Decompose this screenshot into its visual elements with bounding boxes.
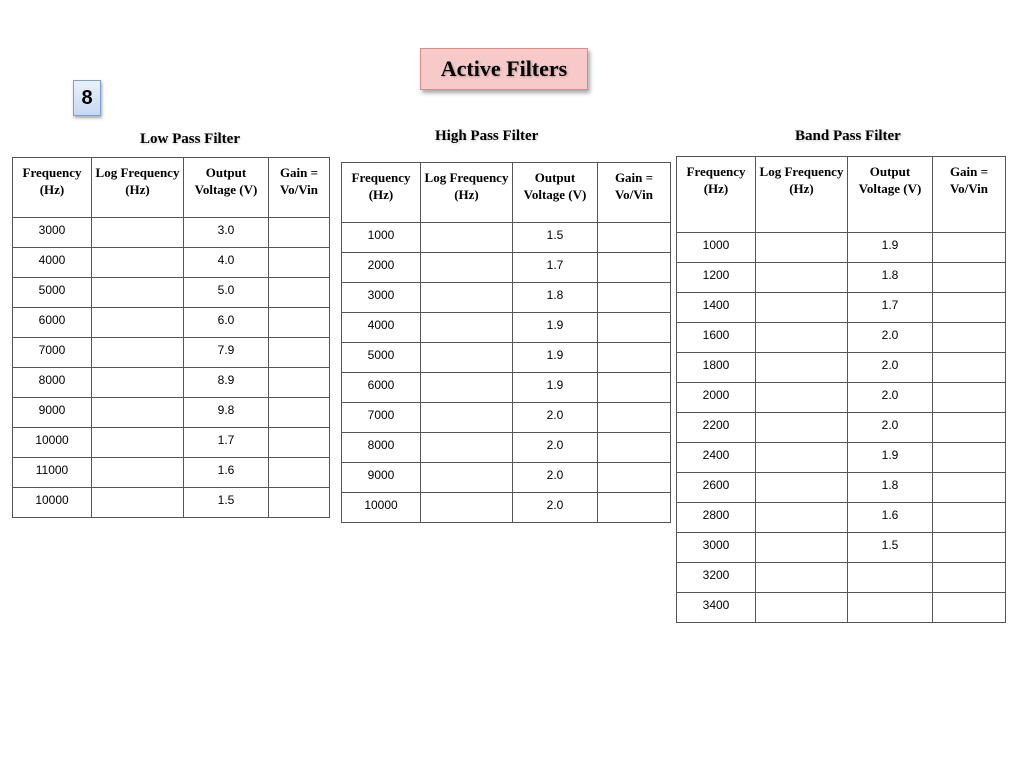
log-frequency-cell xyxy=(756,413,848,443)
gain-cell xyxy=(598,433,671,463)
gain-cell xyxy=(598,253,671,283)
log-frequency-cell xyxy=(421,313,513,343)
output-voltage-cell: 1.9 xyxy=(848,233,933,263)
gain-cell xyxy=(933,353,1006,383)
low-pass-table xyxy=(12,157,330,518)
table-header-row xyxy=(677,157,1006,233)
table-row xyxy=(342,283,671,313)
frequency-cell: 8000 xyxy=(13,368,92,398)
output-voltage-cell: 1.8 xyxy=(848,473,933,503)
output-voltage-cell: 7.9 xyxy=(184,338,269,368)
table-row xyxy=(342,343,671,373)
output-voltage-cell: 1.8 xyxy=(513,283,598,313)
gain-cell xyxy=(933,563,1006,593)
log-frequency-cell xyxy=(421,463,513,493)
gain-cell xyxy=(598,463,671,493)
table-row xyxy=(677,323,1006,353)
log-frequency-cell xyxy=(421,433,513,463)
frequency-cell: 1000 xyxy=(677,233,756,263)
table-row xyxy=(13,488,330,518)
header-output-voltage: Output Voltage (V) xyxy=(848,157,933,233)
output-voltage-cell: 1.5 xyxy=(513,223,598,253)
header-gain: Gain = Vo/Vin xyxy=(269,158,330,218)
log-frequency-cell xyxy=(756,353,848,383)
log-frequency-cell xyxy=(421,223,513,253)
gain-cell xyxy=(269,338,330,368)
gain-cell xyxy=(933,443,1006,473)
frequency-cell: 1400 xyxy=(677,293,756,323)
table-row xyxy=(13,308,330,338)
log-frequency-cell xyxy=(92,458,184,488)
frequency-cell: 8000 xyxy=(342,433,421,463)
band-pass-title: Band Pass Filter xyxy=(795,128,901,144)
table-row xyxy=(13,458,330,488)
gain-cell xyxy=(269,398,330,428)
header-gain: Gain = Vo/Vin xyxy=(598,163,671,223)
gain-cell xyxy=(933,323,1006,353)
log-frequency-cell xyxy=(92,278,184,308)
output-voltage-cell: 9.8 xyxy=(184,398,269,428)
high-pass-title: High Pass Filter xyxy=(435,128,539,144)
header-log-frequency: Log Frequency (Hz) xyxy=(756,157,848,233)
slide-title-text: Active Filters xyxy=(440,56,568,81)
frequency-cell: 4000 xyxy=(13,248,92,278)
gain-cell xyxy=(933,293,1006,323)
log-frequency-cell xyxy=(421,373,513,403)
output-voltage-cell: 8.9 xyxy=(184,368,269,398)
table-row xyxy=(677,503,1006,533)
frequency-cell: 10000 xyxy=(342,493,421,523)
output-voltage-cell xyxy=(848,593,933,623)
table-row xyxy=(13,428,330,458)
log-frequency-cell xyxy=(756,263,848,293)
log-frequency-cell xyxy=(756,443,848,473)
frequency-cell: 3400 xyxy=(677,593,756,623)
table-row xyxy=(342,223,671,253)
output-voltage-cell: 1.6 xyxy=(184,458,269,488)
header-frequency: Frequency (Hz) xyxy=(677,157,756,233)
output-voltage-cell: 1.9 xyxy=(848,443,933,473)
log-frequency-cell xyxy=(756,383,848,413)
gain-cell xyxy=(269,218,330,248)
frequency-cell: 3000 xyxy=(13,218,92,248)
output-voltage-cell: 2.0 xyxy=(848,353,933,383)
table-header-row xyxy=(13,158,330,218)
header-frequency: Frequency (Hz) xyxy=(13,158,92,218)
table-row xyxy=(13,218,330,248)
table-row xyxy=(677,593,1006,623)
log-frequency-cell xyxy=(421,283,513,313)
gain-cell xyxy=(269,368,330,398)
output-voltage-cell: 1.7 xyxy=(848,293,933,323)
table-row xyxy=(13,398,330,428)
frequency-cell: 1600 xyxy=(677,323,756,353)
output-voltage-cell: 4.0 xyxy=(184,248,269,278)
frequency-cell: 1200 xyxy=(677,263,756,293)
frequency-cell: 2400 xyxy=(677,443,756,473)
log-frequency-cell xyxy=(756,323,848,353)
band-pass-table xyxy=(676,156,1006,623)
output-voltage-cell: 2.0 xyxy=(848,413,933,443)
output-voltage-cell xyxy=(848,563,933,593)
frequency-cell: 1800 xyxy=(677,353,756,383)
output-voltage-cell: 2.0 xyxy=(513,403,598,433)
table-row xyxy=(13,338,330,368)
output-voltage-cell: 2.0 xyxy=(513,493,598,523)
slide-number-badge: 8 xyxy=(73,80,101,116)
frequency-cell: 3000 xyxy=(342,283,421,313)
header-output-voltage: Output Voltage (V) xyxy=(513,163,598,223)
gain-cell xyxy=(933,233,1006,263)
frequency-cell: 3200 xyxy=(677,563,756,593)
output-voltage-cell: 5.0 xyxy=(184,278,269,308)
gain-cell xyxy=(598,493,671,523)
output-voltage-cell: 1.9 xyxy=(513,373,598,403)
table-row xyxy=(13,248,330,278)
output-voltage-cell: 1.7 xyxy=(513,253,598,283)
log-frequency-cell xyxy=(92,248,184,278)
frequency-cell: 9000 xyxy=(13,398,92,428)
log-frequency-cell xyxy=(756,593,848,623)
gain-cell xyxy=(269,248,330,278)
frequency-cell: 5000 xyxy=(342,343,421,373)
frequency-cell: 4000 xyxy=(342,313,421,343)
log-frequency-cell xyxy=(92,398,184,428)
frequency-cell: 2800 xyxy=(677,503,756,533)
log-frequency-cell xyxy=(92,338,184,368)
header-frequency: Frequency (Hz) xyxy=(342,163,421,223)
table-row xyxy=(342,433,671,463)
output-voltage-cell: 1.7 xyxy=(184,428,269,458)
gain-cell xyxy=(598,283,671,313)
output-voltage-cell: 2.0 xyxy=(848,323,933,353)
log-frequency-cell xyxy=(92,488,184,518)
table-row xyxy=(13,278,330,308)
log-frequency-cell xyxy=(756,563,848,593)
log-frequency-cell xyxy=(756,233,848,263)
gain-cell xyxy=(933,473,1006,503)
low-pass-title: Low Pass Filter xyxy=(140,131,240,147)
output-voltage-cell: 1.5 xyxy=(184,488,269,518)
gain-cell xyxy=(269,488,330,518)
frequency-cell: 5000 xyxy=(13,278,92,308)
frequency-cell: 2000 xyxy=(677,383,756,413)
output-voltage-cell: 2.0 xyxy=(513,433,598,463)
table-row xyxy=(677,293,1006,323)
table-row xyxy=(13,368,330,398)
gain-cell xyxy=(598,313,671,343)
header-output-voltage: Output Voltage (V) xyxy=(184,158,269,218)
gain-cell xyxy=(598,373,671,403)
frequency-cell: 3000 xyxy=(677,533,756,563)
frequency-cell: 2200 xyxy=(677,413,756,443)
table-row xyxy=(677,533,1006,563)
gain-cell xyxy=(269,458,330,488)
gain-cell xyxy=(598,223,671,253)
frequency-cell: 1000 xyxy=(342,223,421,253)
log-frequency-cell xyxy=(756,473,848,503)
log-frequency-cell xyxy=(92,308,184,338)
gain-cell xyxy=(933,263,1006,293)
table-row xyxy=(677,353,1006,383)
table-row xyxy=(677,563,1006,593)
log-frequency-cell xyxy=(92,368,184,398)
log-frequency-cell xyxy=(421,343,513,373)
gain-cell xyxy=(269,278,330,308)
table-row xyxy=(677,443,1006,473)
gain-cell xyxy=(933,533,1006,563)
frequency-cell: 2600 xyxy=(677,473,756,503)
log-frequency-cell xyxy=(92,218,184,248)
gain-cell xyxy=(933,503,1006,533)
frequency-cell: 7000 xyxy=(13,338,92,368)
slide-title xyxy=(420,48,588,90)
gain-cell xyxy=(269,308,330,338)
output-voltage-cell: 6.0 xyxy=(184,308,269,338)
frequency-cell: 11000 xyxy=(13,458,92,488)
log-frequency-cell xyxy=(756,503,848,533)
output-voltage-cell: 1.9 xyxy=(513,313,598,343)
gain-cell xyxy=(598,343,671,373)
table-row xyxy=(677,263,1006,293)
gain-cell xyxy=(933,593,1006,623)
output-voltage-cell: 1.9 xyxy=(513,343,598,373)
log-frequency-cell xyxy=(421,403,513,433)
header-log-frequency: Log Frequency (Hz) xyxy=(92,158,184,218)
header-log-frequency: Log Frequency (Hz) xyxy=(421,163,513,223)
frequency-cell: 9000 xyxy=(342,463,421,493)
table-row xyxy=(342,403,671,433)
gain-cell xyxy=(933,383,1006,413)
table-header-row xyxy=(342,163,671,223)
table-row xyxy=(342,313,671,343)
table-row xyxy=(342,253,671,283)
frequency-cell: 6000 xyxy=(13,308,92,338)
table-row xyxy=(342,463,671,493)
output-voltage-cell: 1.8 xyxy=(848,263,933,293)
output-voltage-cell: 2.0 xyxy=(848,383,933,413)
log-frequency-cell xyxy=(756,533,848,563)
high-pass-table xyxy=(341,162,671,523)
frequency-cell: 10000 xyxy=(13,428,92,458)
table-row xyxy=(677,383,1006,413)
frequency-cell: 10000 xyxy=(13,488,92,518)
table-row xyxy=(342,373,671,403)
output-voltage-cell: 2.0 xyxy=(513,463,598,493)
frequency-cell: 2000 xyxy=(342,253,421,283)
output-voltage-cell: 3.0 xyxy=(184,218,269,248)
frequency-cell: 6000 xyxy=(342,373,421,403)
output-voltage-cell: 1.5 xyxy=(848,533,933,563)
gain-cell xyxy=(933,413,1006,443)
gain-cell xyxy=(269,428,330,458)
log-frequency-cell xyxy=(421,253,513,283)
frequency-cell: 7000 xyxy=(342,403,421,433)
table-row xyxy=(342,493,671,523)
table-row xyxy=(677,233,1006,263)
output-voltage-cell: 1.6 xyxy=(848,503,933,533)
log-frequency-cell xyxy=(92,428,184,458)
header-gain: Gain = Vo/Vin xyxy=(933,157,1006,233)
gain-cell xyxy=(598,403,671,433)
log-frequency-cell xyxy=(756,293,848,323)
log-frequency-cell xyxy=(421,493,513,523)
table-row xyxy=(677,413,1006,443)
table-row xyxy=(677,473,1006,503)
